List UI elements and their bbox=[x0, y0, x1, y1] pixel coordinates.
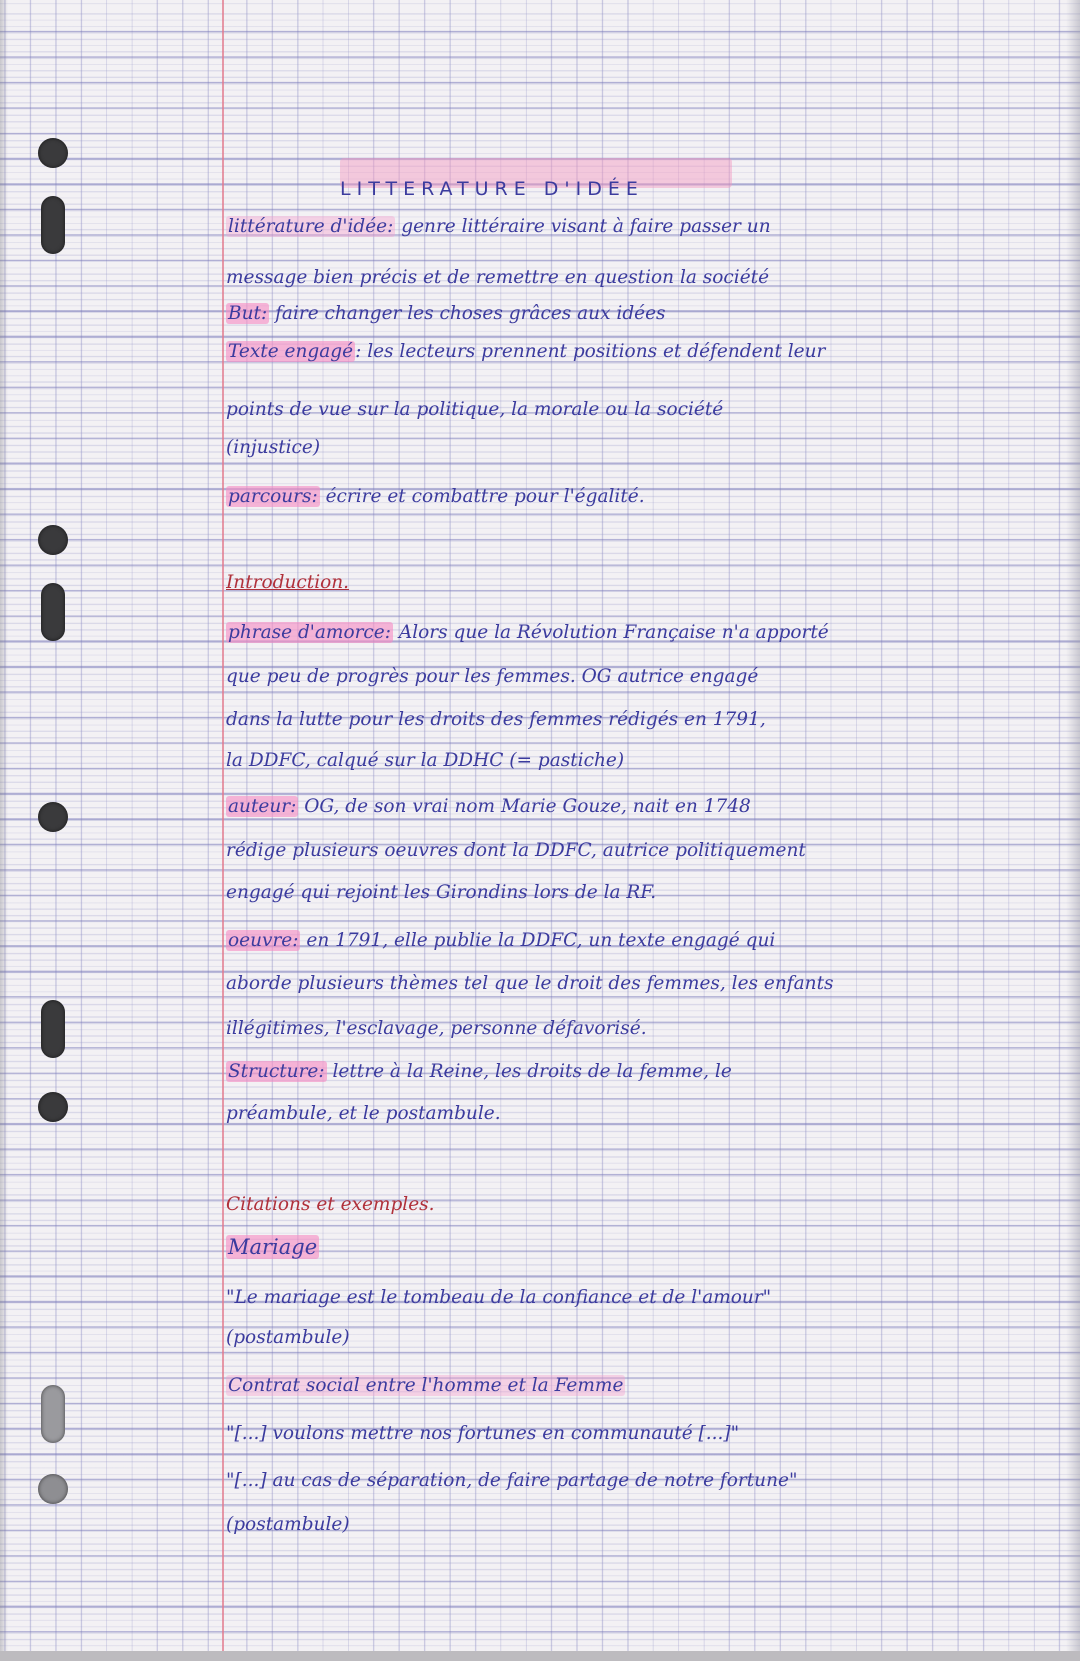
definition-text: (injustice) bbox=[226, 437, 321, 458]
subheading-line bbox=[226, 1371, 1068, 1401]
term-highlight: But: bbox=[228, 303, 268, 324]
intro-text: préambule, et le postambule. bbox=[226, 1103, 501, 1124]
quote-line bbox=[226, 1323, 1068, 1353]
quote-text: "[...] au cas de séparation, de faire partage de notre fortune" bbox=[226, 1470, 798, 1491]
term-highlight: oeuvre: bbox=[228, 930, 299, 951]
citations-heading bbox=[226, 1190, 1068, 1220]
definition-text: genre littéraire visant à faire passer un bbox=[395, 216, 771, 237]
introduction-heading bbox=[226, 568, 1068, 598]
intro-line bbox=[226, 618, 1068, 648]
quote-source: (postambule) bbox=[226, 1514, 350, 1535]
binder-hole bbox=[38, 525, 68, 555]
intro-text: dans la lutte pour les droits des femmes rédigés en 1791, bbox=[226, 709, 766, 730]
intro-line bbox=[226, 705, 1068, 735]
term-highlight: parcours: bbox=[228, 486, 318, 507]
definition-line bbox=[226, 212, 1068, 242]
definition-line bbox=[226, 263, 1068, 293]
intro-line bbox=[226, 969, 1068, 999]
intro-line bbox=[226, 878, 1068, 908]
binder-hole bbox=[38, 802, 68, 832]
intro-text: lettre à la Reine, les droits de la femme, le bbox=[326, 1061, 732, 1082]
heading-text: Introduction. bbox=[226, 572, 350, 593]
intro-text: aborde plusieurs thèmes tel que le droit des femmes, les enfants bbox=[226, 973, 834, 994]
quote-line bbox=[226, 1419, 1068, 1449]
intro-text: OG, de son vrai nom Marie Gouze, nait en 1748 bbox=[298, 796, 751, 817]
quote-text: "Le mariage est le tombeau de la confiance et de l'amour" bbox=[226, 1287, 772, 1308]
intro-text: Alors que la Révolution Française n'a apporté bbox=[392, 622, 829, 643]
binder-hole bbox=[38, 138, 68, 168]
intro-text: engagé qui rejoint les Girondins lors de la RF. bbox=[226, 882, 657, 903]
page-left-shadow bbox=[0, 0, 8, 1661]
heading-text: Citations et exemples. bbox=[226, 1194, 435, 1215]
definition-text: points de vue sur la politique, la morale ou la société bbox=[226, 399, 724, 420]
definition-line bbox=[226, 395, 1068, 425]
page-right-shadow bbox=[1066, 0, 1080, 1661]
quote-source: (postambule) bbox=[226, 1327, 350, 1348]
subheading-contrat: Contrat social entre l'homme et la Femme bbox=[228, 1375, 624, 1396]
term-highlight: phrase d'amorce: bbox=[228, 622, 391, 643]
intro-line bbox=[226, 1099, 1068, 1129]
term-highlight: auteur: bbox=[228, 796, 297, 817]
intro-text: en 1791, elle publie la DDFC, un texte engagé qui bbox=[300, 930, 776, 951]
binder-hole bbox=[41, 1000, 65, 1058]
definition-line bbox=[226, 299, 1068, 329]
intro-line bbox=[226, 926, 1068, 956]
intro-text: la DDFC, calqué sur la DDHC (= pastiche) bbox=[226, 750, 625, 771]
intro-line bbox=[226, 746, 1068, 776]
binder-hole bbox=[38, 1092, 68, 1122]
definition-text: : les lecteurs prennent positions et défendent leur bbox=[355, 341, 826, 362]
definition-text: faire changer les choses grâces aux idées bbox=[269, 303, 666, 324]
quote-line bbox=[226, 1510, 1068, 1540]
term-highlight: Structure: bbox=[228, 1061, 325, 1082]
binder-hole bbox=[41, 1385, 65, 1443]
intro-line bbox=[226, 1014, 1068, 1044]
margin-line bbox=[222, 0, 224, 1661]
binder-hole bbox=[38, 1474, 68, 1504]
intro-line bbox=[226, 662, 1068, 692]
intro-text: illégitimes, l'esclavage, personne défavorisé. bbox=[226, 1018, 647, 1039]
definition-line bbox=[226, 482, 1068, 512]
quote-text: "[...] voulons mettre nos fortunes en communauté [...]" bbox=[226, 1423, 740, 1444]
intro-line bbox=[226, 836, 1068, 866]
subheading-mariage: Mariage bbox=[228, 1235, 318, 1259]
binder-hole bbox=[41, 583, 65, 641]
page-bottom-edge bbox=[0, 1651, 1080, 1661]
quote-line bbox=[226, 1283, 1068, 1313]
binder-hole bbox=[41, 196, 65, 254]
intro-line bbox=[226, 1057, 1068, 1087]
quote-line bbox=[226, 1466, 1068, 1496]
definition-text: écrire et combattre pour l'égalité. bbox=[319, 486, 645, 507]
definition-line bbox=[226, 433, 1068, 463]
term-highlight: Texte engagé bbox=[228, 341, 354, 362]
definition-text: message bien précis et de remettre en question la société bbox=[226, 267, 770, 288]
page-title: LITTERATURE D'IDÉE bbox=[340, 178, 644, 200]
subheading-line bbox=[226, 1232, 1068, 1262]
intro-line bbox=[226, 792, 1068, 822]
intro-text: que peu de progrès pour les femmes. OG autrice engagé bbox=[226, 666, 759, 687]
term-highlight: littérature d'idée: bbox=[228, 216, 394, 237]
definition-line bbox=[226, 337, 1068, 367]
intro-text: rédige plusieurs oeuvres dont la DDFC, autrice politiquement bbox=[226, 840, 806, 861]
